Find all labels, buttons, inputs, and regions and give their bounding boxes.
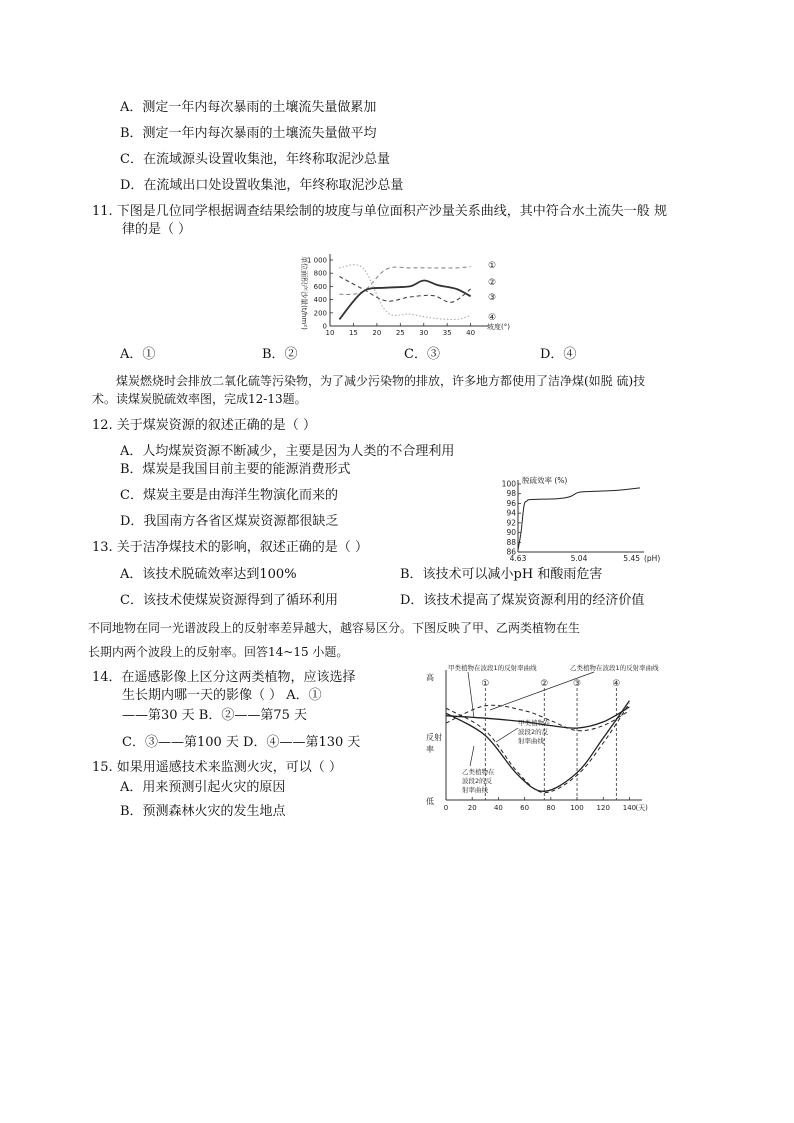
y-tick-label: 1 000 xyxy=(306,256,327,265)
leader-jia-band2 xyxy=(496,728,518,742)
efficiency-line xyxy=(518,488,640,550)
q14-line2: 生长期内哪一天的影像（ ） A．① xyxy=(122,688,322,703)
x-tick-label: 20 xyxy=(467,804,477,812)
q12-option-b: B．煤炭是我国目前主要的能源消费形式 xyxy=(120,462,351,477)
leader-yi-band1 xyxy=(490,672,594,710)
x-tick-label: 25 xyxy=(395,329,405,337)
x-tick-label: 35 xyxy=(442,329,452,337)
q12-stem: 12. 关于煤炭资源的叙述正确的是（ ） xyxy=(92,418,316,433)
day-marker-label: ③ xyxy=(572,679,582,689)
series-label-3: ③ xyxy=(488,293,497,303)
q13-option-c: C．该技术使煤炭资源得到了循环利用 xyxy=(120,593,338,608)
series-label-4: ④ xyxy=(488,313,497,323)
x-tick-label: 120 xyxy=(596,804,610,812)
q14-line1: 14．在遥感影像上区分这两类植物，应该选择 xyxy=(92,670,356,685)
day-marker-label: ① xyxy=(481,679,490,689)
x-axis-label: (pH) xyxy=(644,554,661,563)
label-jia-band2-2: 波段2的反 xyxy=(518,728,549,736)
x-tick-label: 4.63 xyxy=(509,554,527,563)
day-marker-label: ② xyxy=(540,679,549,689)
y-tick-label: 200 xyxy=(313,309,327,318)
series-label-1: ① xyxy=(488,261,497,271)
x-tick-label: 80 xyxy=(546,804,556,812)
y-mid-label-1: 反射 xyxy=(426,733,442,742)
y-high-label: 高 xyxy=(426,673,434,682)
y-tick-label: 600 xyxy=(313,282,327,291)
y-tick-label: 92 xyxy=(506,518,516,528)
y-tick-label: 86 xyxy=(506,547,516,557)
q15-option-a: A．用来预测引起火灾的原因 xyxy=(120,780,286,795)
label-jia-band1: 甲类植物在波段1的反射率曲线 xyxy=(448,664,537,672)
reflectance-chart xyxy=(418,662,660,820)
q12-option-a: A．人均煤炭资源不断减少，主要是因为人类的不合理利用 xyxy=(120,444,455,459)
q15-option-b: B．预测森林火灾的发生地点 xyxy=(120,804,286,819)
leader-yi-band2 xyxy=(470,746,474,766)
series-line-3 xyxy=(339,277,470,303)
leader-jia-band1 xyxy=(468,672,474,718)
coal-intro-line2: 术。读煤炭脱硫效率图，完成12-13题。 xyxy=(92,392,307,406)
series-line-1 xyxy=(339,267,470,295)
x-tick-label: 20 xyxy=(372,329,382,337)
series-line-4 xyxy=(339,265,470,320)
q11-stem-line2: 律的是（ ） xyxy=(122,222,192,237)
q15-stem: 15. 如果用遥感技术来监测火灾，可以（ ） xyxy=(92,760,342,775)
q10-option-b: B．测定一年内每次暴雨的土壤流失量做平均 xyxy=(120,126,377,141)
y-tick-label: 800 xyxy=(313,269,327,278)
chart-title: 脱硫效率 (%) xyxy=(522,476,568,485)
q12-option-d: D．我国南方各省区煤炭资源都很缺乏 xyxy=(120,514,339,529)
label-yi-band2-1: 乙类植物在 xyxy=(462,768,495,776)
day-marker-label: ④ xyxy=(612,679,621,689)
x-tick-label: 40 xyxy=(466,329,476,337)
q13-option-a: A．该技术脱硫效率达到100% xyxy=(120,567,297,582)
q11-stem-line1: 11. 下图是几位同学根据调查结果绘制的坡度与单位面积产沙量关系曲线，其中符合水土流失一般 规 xyxy=(92,204,667,219)
slope-sand-chart xyxy=(290,248,510,342)
x-tick-label: 30 xyxy=(419,329,429,337)
y-mid-label-2: 率 xyxy=(426,745,434,754)
label-yi-band2-3: 射率曲线 xyxy=(462,786,488,794)
q12-option-c: C．煤炭主要是由海洋生物演化而来的 xyxy=(120,488,338,503)
x-axis-label: (天) xyxy=(635,804,648,812)
q13-stem: 13. 关于洁净煤技术的影响，叙述正确的是（ ） xyxy=(92,540,368,555)
q14-line3: ——第30 天 B．②——第75 天 xyxy=(122,708,308,723)
series-line-2 xyxy=(339,280,470,319)
x-tick-label: 140 xyxy=(622,804,637,812)
q11-option-b: B．② xyxy=(262,347,298,362)
q13-option-d: D．该技术提高了煤炭资源利用的经济价值 xyxy=(400,593,645,608)
y-tick-label: 90 xyxy=(506,528,516,538)
x-tick-label: 100 xyxy=(570,804,584,812)
x-axis-label: 坡度(°) xyxy=(487,323,510,331)
y-tick-label: 0 xyxy=(322,322,327,331)
reflect-intro-line1: 不同地物在同一光谱波段上的反射率差异越大，越容易区分。下图反映了甲、乙两类植物在生 xyxy=(88,621,581,635)
desulfurization-chart xyxy=(490,474,665,566)
q11-option-c: C．③ xyxy=(404,347,440,362)
q10-option-d: D．在流域出口处设置收集池，年终称取泥沙总量 xyxy=(120,178,404,193)
y-axis-label: 单位面积产沙量(t/hm²) xyxy=(300,256,308,330)
q10-option-a: A．测定一年内每次暴雨的土壤流失量做累加 xyxy=(120,100,377,115)
y-tick-label: 98 xyxy=(506,489,516,499)
x-tick-label: 60 xyxy=(520,804,530,812)
q14-line4: C．③——第100 天 D．④——第130 天 xyxy=(122,735,361,750)
y-tick-label: 94 xyxy=(506,508,516,518)
y-tick-label: 96 xyxy=(506,498,516,508)
q10-option-c: C．在流域源头设置收集池，年终称取泥沙总量 xyxy=(120,152,390,167)
x-tick-label: 15 xyxy=(348,329,358,337)
coal-intro-line1: 煤炭燃烧时会排放二氧化硫等污染物，为了减少污染物的排放，许多地方都使用了洁净煤(如脱 硫)技 xyxy=(116,374,646,388)
label-jia-band2-3: 射率曲线 xyxy=(518,737,544,745)
x-tick-label: 5.04 xyxy=(570,554,588,563)
y-tick-label: 88 xyxy=(506,537,516,547)
y-low-label: 低 xyxy=(426,797,434,806)
y-tick-label: 100 xyxy=(501,479,516,489)
x-tick-label: 40 xyxy=(493,804,503,812)
q11-option-d: D．④ xyxy=(540,347,577,362)
series-label-2: ② xyxy=(488,278,497,288)
x-tick-label: 10 xyxy=(325,329,335,337)
q13-option-b: B．该技术可以减小pH 和酸雨危害 xyxy=(400,567,603,582)
reflect-intro-line2: 长期内两个波段上的反射率。回答14~15 小题。 xyxy=(88,645,349,659)
y-tick-label: 400 xyxy=(313,296,327,305)
q11-option-a: A．① xyxy=(120,347,156,362)
x-tick-label: 0 xyxy=(443,804,449,812)
label-yi-band2-2: 波段2的反 xyxy=(462,777,493,785)
label-yi-band1: 乙类植物在波段1的反射率曲线 xyxy=(570,664,659,672)
label-jia-band2-1: 甲类植物在 xyxy=(518,719,551,727)
x-tick-label: 5.45 xyxy=(623,554,640,563)
